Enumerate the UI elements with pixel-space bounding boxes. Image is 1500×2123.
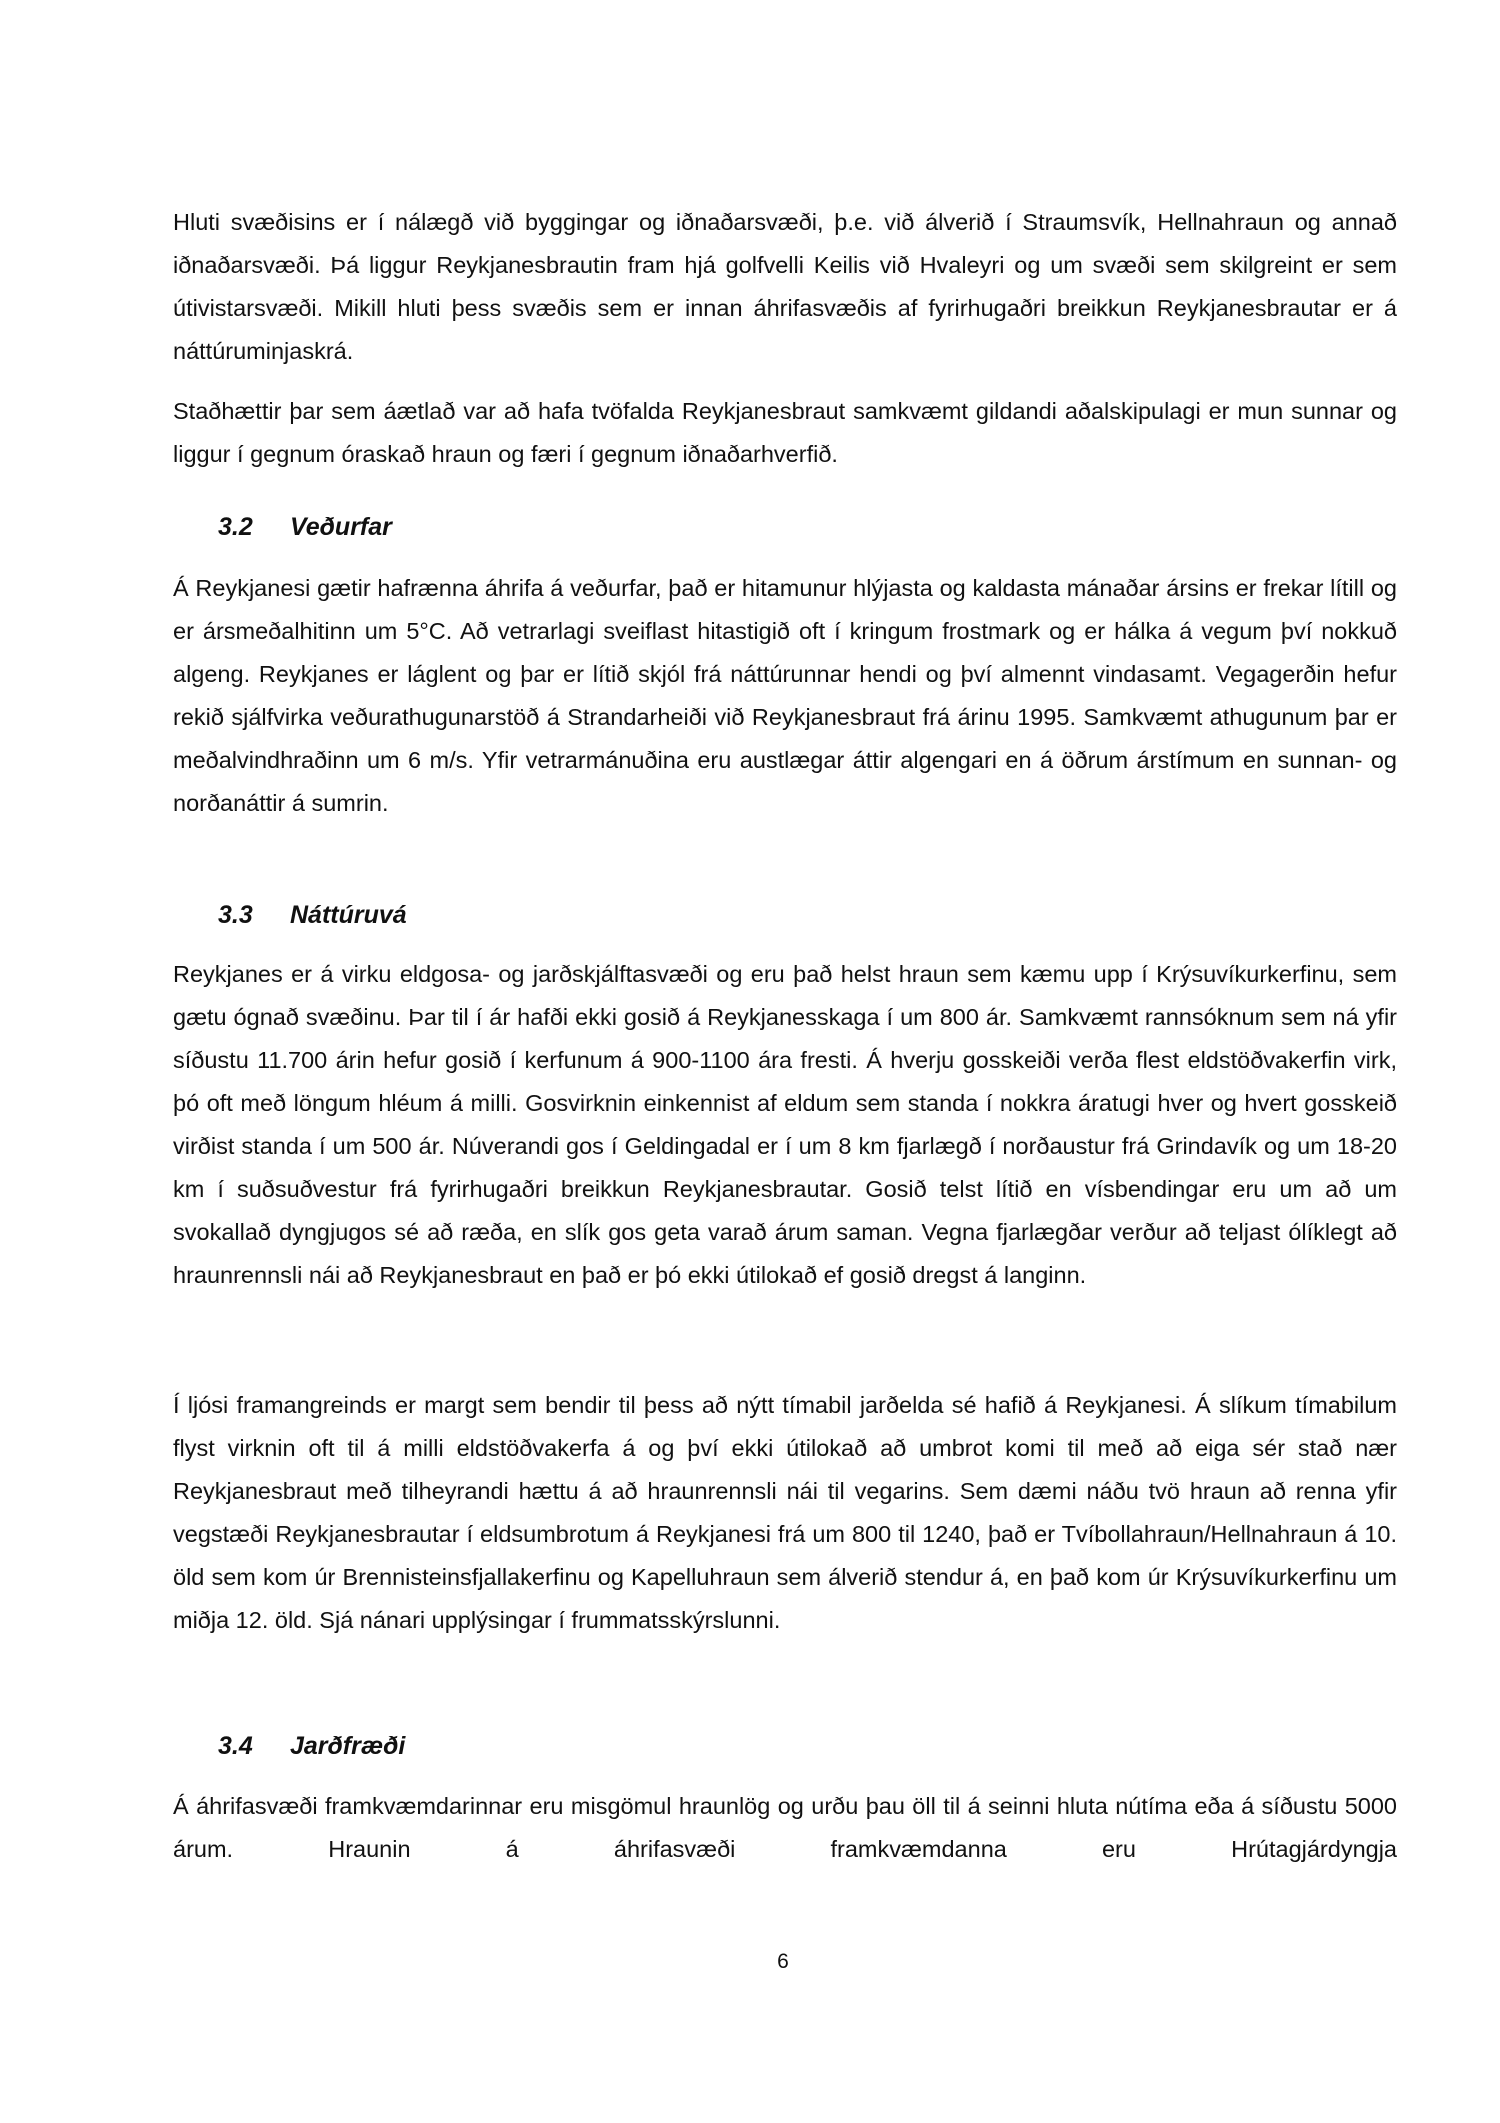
heading-natural-hazards (218, 894, 407, 937)
paragraph-eruption-history: Í ljósi framangreinds er margt sem bendir til þess að nýtt tímabil jarðelda sé hafið á Reykjanesi. Á slíkum tímabilum flyst virknin oft til á milli eldstöðvakerfa á og því ekki útilokað að umbrot komi til með að eiga sér stað nær Reykjanesbraut með tilheyrandi hættu á að hraunrennsli nái til vegarins. Sem dæmi náðu tvö hraun að renna yfir vegstæði Reykjanesbrautar í eldsumbrotum á Reykjanesi frá um 800 til 1240, það er Tvíbollahraun/Hellnahraun á 10. öld sem kom úr Brennisteinsfjallakerfinu og Kapelluhraun sem álverið stendur á, en það kom úr Krýsuvíkurkerfinu um miðja 12. öld. Sjá nánari upplýsingar í frummatsskýrslunni. (173, 1392, 1397, 1633)
heading-title: Jarðfræði (290, 1732, 406, 1760)
paragraph-location: Hluti svæðisins er í nálægð við byggingar og iðnaðarsvæði, þ.e. við álverið í Straumsvík, Hellnahraun og annað iðnaðarsvæði. Þá liggur Reykjanesbrautin fram hjá golfvelli Keilis við Hvaleyri og um svæði sem skilgreint er sem útivistarsvæði. Mikill hluti þess svæðis sem er innan áhrifasvæðis af fyrirhugaðri breikkun Reykjanesbrautar er á náttúruminjaskrá. (173, 209, 1397, 364)
heading-title: Veðurfar (290, 513, 392, 541)
page-number: 6 (777, 1950, 789, 1973)
heading-number: 3.4 (218, 1732, 253, 1760)
paragraph-weather: Á Reykjanesi gætir hafrænna áhrifa á veðurfar, það er hitamunur hlýjasta og kaldasta mánaðar ársins er frekar lítill og er ársmeðalhitinn um 5°C. Að vetrarlagi sveiflast hitastigið oft í kringum frostmark og er hálka á vegum því nokkuð algeng. Reykjanes er láglent og þar er lítið skjól frá náttúrunnar hendi og því almennt vindasamt. Vegagerðin hefur rekið sjálfvirka veðurathugunarstöð á Strandarheiði við Reykjanesbraut frá árinu 1995. Samkvæmt athugunum þar er meðalvindhraðinn um 6 m/s. Yfir vetrarmánuðina eru austlægar áttir algengari en á öðrum árstímum en sunnan- og norðanáttir á sumrin. (173, 575, 1397, 816)
heading-weather (218, 506, 392, 549)
heading-geology (218, 1725, 405, 1768)
paragraph-geology: Á áhrifasvæði framkvæmdarinnar eru misgömul hraunlög og urðu þau öll til á seinni hluta nútíma eða á síðustu 5000 árum. Hraunin á áhrifasvæði framkvæmdanna eru Hrútagjárdyngja (173, 1793, 1397, 1862)
paragraph-site-conditions: Staðhættir þar sem áætlað var að hafa tvöfalda Reykjanesbraut samkvæmt gildandi aðalskipulagi er mun sunnar og liggur í gegnum óraskað hraun og færi í gegnum iðnaðarhverfið. (173, 398, 1397, 467)
heading-title: Náttúruvá (290, 901, 407, 929)
heading-number: 3.2 (218, 513, 253, 541)
heading-number: 3.3 (218, 901, 253, 929)
paragraph-volcanic-activity: Reykjanes er á virku eldgosa- og jarðskjálftasvæði og eru það helst hraun sem kæmu upp í Krýsuvíkurkerfinu, sem gætu ógnað svæðinu. Þar til í ár hafði ekki gosið á Reykjanesskaga í um 800 ár. Samkvæmt rannsóknum sem ná yfir síðustu 11.700 árin hefur gosið í kerfunum á 900-1100 ára fresti. Á hverju gosskeiði verða flest eldstöðvakerfin virk, þó oft með löngum hléum á milli. Gosvirknin einkennist af eldum sem standa í nokkra áratugi hver og hvert gosskeið virðist standa í um 500 ár. Núverandi gos í Geldingadal er í um 8 km fjarlægð í norðaustur frá Grindavík og um 18-20 km í suðsuðvestur frá fyrirhugaðri breikkun Reykjanesbrautar. Gosið telst lítið en vísbendingar eru um að um svokallað dyngjugos sé að ræða, en slík gos geta varað árum saman. Vegna fjarlægðar verður að teljast ólíklegt að hraunrennsli nái að Reykjanesbraut en það er þó ekki útilokað ef gosið dregst á langinn. (173, 961, 1397, 1288)
